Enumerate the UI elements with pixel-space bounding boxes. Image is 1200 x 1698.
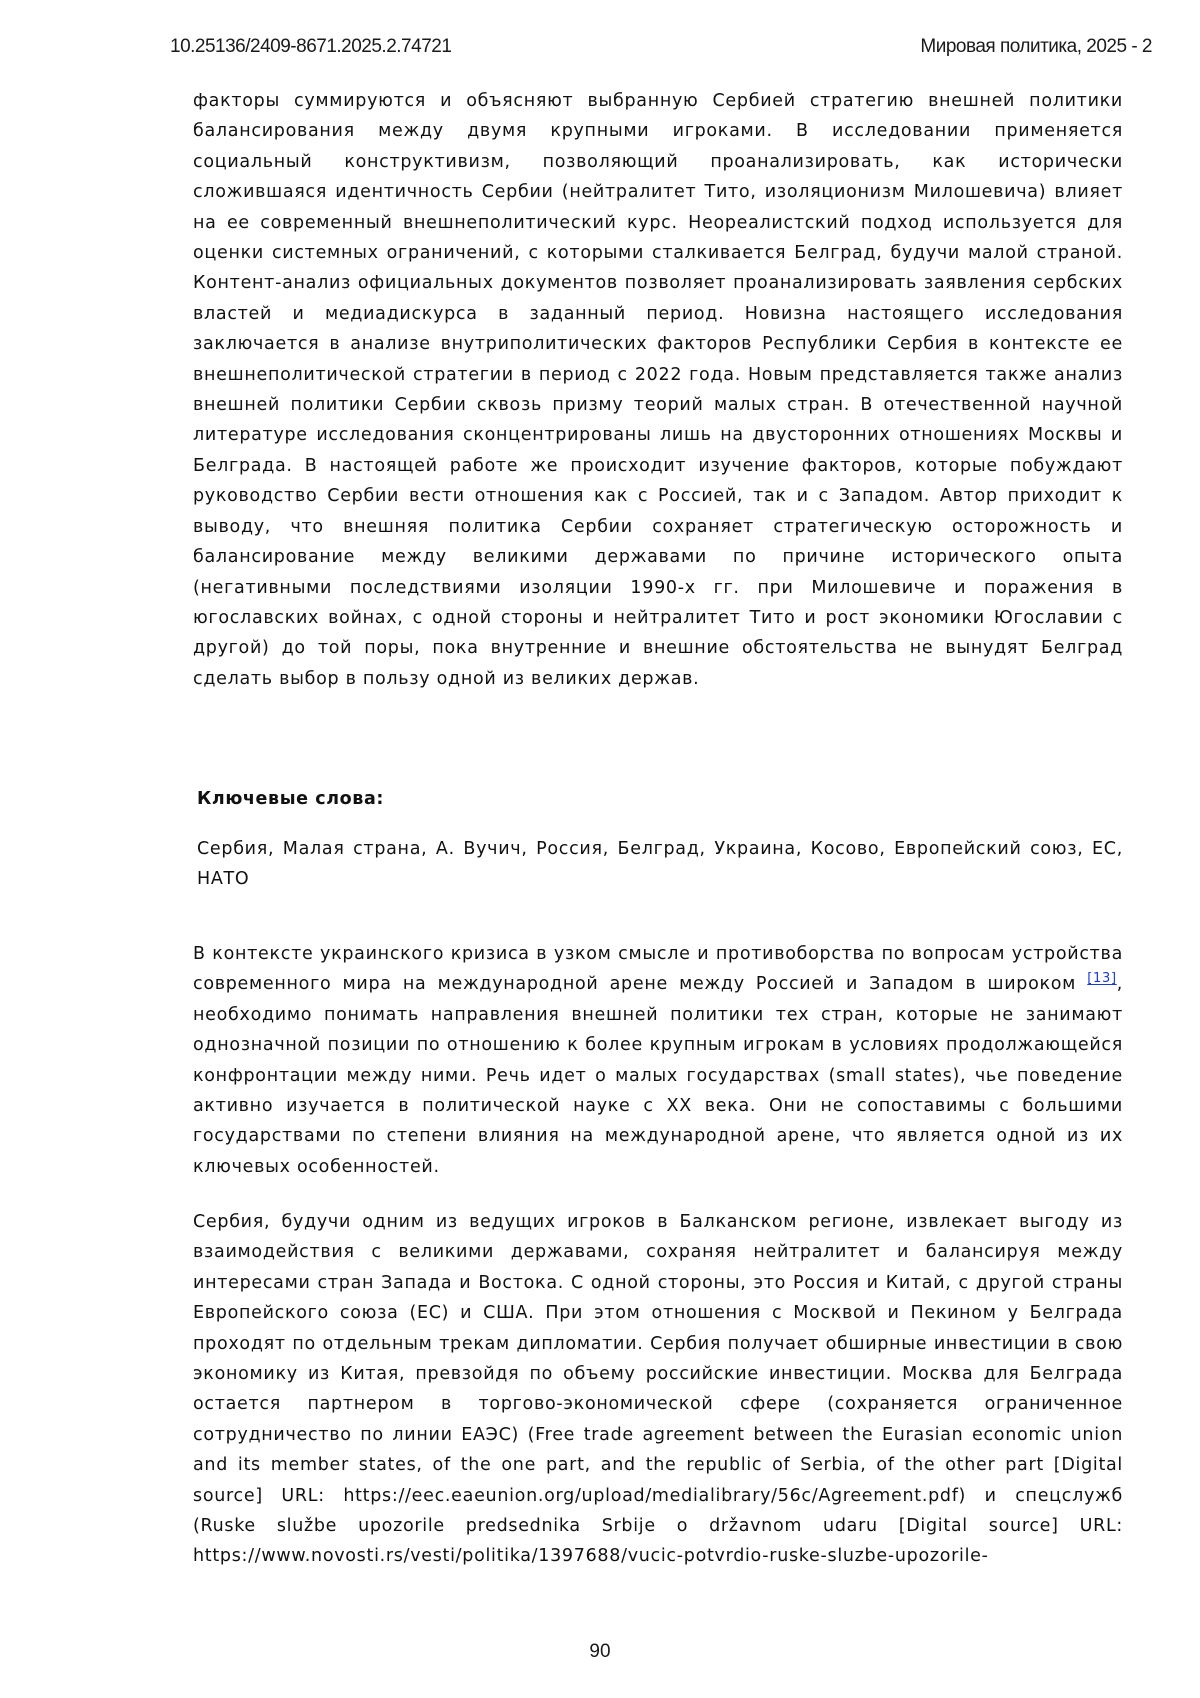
reference-link-13[interactable]: [13] — [1087, 971, 1117, 987]
abstract-text: факторы суммируются и объясняют выбранную Сербией стратегию внешней политики балансирования между двумя крупными игроками. В исследовании применяется социальный конструктивизм, позволяющий проанализировать, как исторически сложившаяся идентичность Сербии (нейтралитет Тито, изоляционизм Милошевича) влияет на ее современный внешнеполитический курс. Неореалистский подход используется для оценки системных ограничений, с которыми сталкивается Белград, будучи малой страной. Контент-анализ официальных документов позволяет проанализировать заявления сербских властей и медиадискурса в заданный период. Новизна настоящего исследования заключается в анализе внутриполитических факторов Республики Сербия в контексте ее внешнеполитической стратегии в период с 2022 года. Новым представляется также анализ внешней политики Сербии сквозь призму теорий малых стран. В отечественной научной литературе исследования сконцентрированы лишь на двусторонних отношениях Москвы и Белграда. В настоящей работе же происходит изучение факторов, которые побуждают руководство Сербии вести отношения как с Россией, так и с Западом. Автор приходит к выводу, что внешняя политика Сербии сохраняет стратегическую осторожность и балансирование между великими державами по причине исторического опыта (негативными последствиями изоляции 1990-х гг. при Милошевиче и поражения в югославских войнах, с одной стороны и нейтралитет Тито и рост экономики Югославии с другой) до той поры, пока внутренние и внешние обстоятельства не вынудят Белград сделать выбор в пользу одной из великих держав. — [193, 91, 1123, 689]
body-paragraph-2: Сербия, будучи одним из ведущих игроков в Балканском регионе, извлекает выгоду из взаимодействия с великими державами, сохраняя нейтралитет и балансируя между интересами стран Запада и Востока. С одной стороны, это Россия и Китай, с другой страны Европейского союза (ЕС) и США. При этом отношения с Москвой и Пекином у Белграда проходят по отдельным трекам дипломатии. Сербия получает обширные инвестиции в свою экономику из Китая, превзойдя по объему российские инвестиции. Москва для Белграда остается партнером в торгово-экономической сфере (сохраняется ограниченное сотрудничество по линии ЕАЭС) (Free trade agreement between the Eurasian economic union and its member states, of the one part, and the republic of Serbia, of the other part [Digital source] URL: https://eec.eaeunion.org/upload/medialibrary/56c/Agreement.pdf) и спецслужб (Ruske službe upozorile predsednika Srbije o državnom udaru [Digital source] URL: https://www.novosti.rs/vesti/politika/1397688/vucic-potvrdio-ruske-sluzbe-upozorile- — [193, 1212, 1123, 1567]
keywords-title: Ключевые слова: — [197, 789, 384, 809]
journal-header: Мировая политика, 2025 - 2 — [920, 36, 1152, 57]
paragraph-1-start: В контексте украинского кризиса в узком смысле и противоборства по вопросам устройства современного мира на международной арене между Россией и Западом в широком — [193, 944, 1123, 995]
keywords-text: Сербия, Малая страна, А. Вучич, Россия, Белград, Украина, Косово, Европейский союз, ЕС, НАТО — [197, 839, 1123, 890]
page-number: 90 — [589, 1641, 611, 1662]
paragraph-1-end: , необходимо понимать направления внешней политики тех стран, которые не занимают однозначной позиции по отношению к более крупным игрокам в условиях продолжающейся конфронтации между ними. Речь идет о малых государствах (small states), чье поведение активно изучается в политической науке с XX века. Они не сопоставимы с большими государствами по степени влияния на международной арене, что является одной из их ключевых особенностей. — [193, 974, 1123, 1177]
doi-header: 10.25136/2409-8671.2025.2.74721 — [170, 36, 452, 57]
body-paragraph-1 — [193, 939, 1123, 1182]
